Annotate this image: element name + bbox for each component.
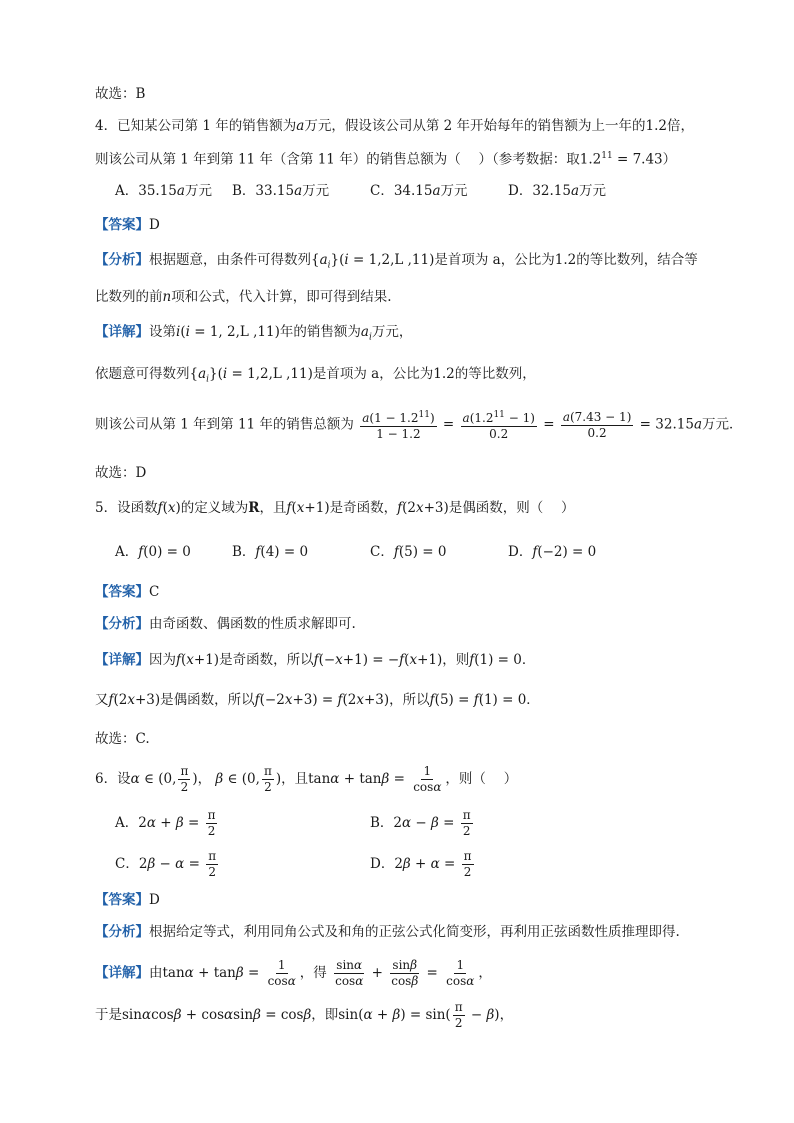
q5-stem: 5．设函数f(x)的定义域为R，且f(x+1)是奇函数，f(2x+3)是偶函数，则（ ） xyxy=(95,500,575,516)
fraction: $\frac{1}{\cos\alpha}$ xyxy=(413,764,442,794)
q6-stem: 6．设α ∈ (0, $\frac{\pi}{2}$ )， β ∈ (0, $\frac{\pi}{2}$ )，且tanα + tanβ = $\frac{1}{\cos\alpha}$ ，则（ ） xyxy=(95,764,518,794)
q4-stem-line2: 则该公司从第 1 年到第 11 年（含第 11 年）的销售总额为（ ）（参考数据：取$1.2^{11} = 7.43$） xyxy=(95,151,677,168)
q5-detail-line2: 又f(2x+3)是偶函数，所以f(−2x+3) = f(2x+3)，所以f(5) = f(1) = 0． xyxy=(95,692,540,708)
q6-option-d: D．2β + α = $\frac{\pi}{2}$ xyxy=(370,849,472,879)
fraction: $\frac{\pi}{2}$ xyxy=(462,808,471,838)
fraction: $\frac{\pi}{2}$ xyxy=(463,849,472,879)
q5-detail-line1: 【详解】因为f(x+1)是奇函数，所以f(−x+1) = −f(x+1)，则f(1) = 0． xyxy=(95,652,536,668)
q5-answer: 【答案】C xyxy=(95,584,160,600)
fraction: $\frac{\pi}{2}$ xyxy=(263,764,272,794)
q5-option-a: A．f(0) = 0 xyxy=(115,544,191,560)
q4-option-a: A．35.15a万元 xyxy=(115,183,212,199)
fraction: $\frac{1}{\cos\alpha}$ xyxy=(446,958,475,988)
q5-analysis: 【分析】由奇函数、偶函数的性质求解即可. xyxy=(95,616,356,632)
q5-option-b: B．f(4) = 0 xyxy=(232,544,309,560)
fraction: $\frac{a(7.43 - 1)}{0.2}$ xyxy=(562,409,632,440)
q4-detail-line3: 则该公司从第 1 年到第 11 年的销售总额为 $\frac{a(1 - 1.2^{11})}{1 - 1.2}$ = $\frac{a(1.2^{11} - 1)}{0.2}$ = $\frac{a(7.43 - 1)}{0.2}$ = 32.15a万元． xyxy=(95,409,743,441)
q4-option-c: C．34.15a万元 xyxy=(370,183,468,199)
fraction: $\frac{\pi}{2}$ xyxy=(208,849,217,879)
q5-option-d: D．f(−2) = 0 xyxy=(508,544,597,560)
fraction: $\frac{\sin\beta}{\cos\beta}$ xyxy=(391,958,419,988)
q6-option-c: C．2β − α = $\frac{\pi}{2}$ xyxy=(115,849,217,879)
q3-conclusion: 故选：B xyxy=(95,86,146,102)
q4-conclusion: 故选：D xyxy=(95,465,147,481)
q4-analysis-line2: 比数列的前n项和公式，代入计算，即可得到结果. xyxy=(95,289,392,305)
q6-answer: 【答案】D xyxy=(95,892,160,908)
q4-stem-line1: 4．已知某公司第 1 年的销售额为a万元，假设该公司从第 2 年开始每年的销售额为上一年的1.2倍， xyxy=(95,118,694,134)
q6-option-a: A．2α + β = $\frac{\pi}{2}$ xyxy=(115,808,216,838)
q6-option-b: B．2α − β = $\frac{\pi}{2}$ xyxy=(370,808,471,838)
q4-analysis-line1: 【分析】根据题意，由条件可得数列$\{a_i\}(i = 1,2,L$ ,11)是首项为 a，公比为1.2的等比数列，结合等 xyxy=(95,252,698,271)
fraction: $\frac{1}{\cos\alpha}$ xyxy=(267,958,296,988)
fraction: $\frac{\pi}{2}$ xyxy=(207,808,216,838)
fraction: $\frac{\pi}{2}$ xyxy=(454,1000,463,1030)
fraction: $\frac{\sin\alpha}{\cos\alpha}$ xyxy=(335,958,364,988)
q4-option-b: B．33.15a万元 xyxy=(232,183,330,199)
fraction: $\frac{a(1.2^{11} - 1)}{0.2}$ xyxy=(462,410,535,441)
q4-detail-line1: 【详解】设第i(i = 1, 2,L ,11)年的销售额为$a_i$万元， xyxy=(95,324,413,343)
q6-detail-line1: 【详解】由tanα + tanβ = $\frac{1}{\cos\alpha}$ ，得 $\frac{\sin\alpha}{\cos\alpha}$ + $\frac{\sin\beta}{\cos\beta}$ = $\frac{1}{\cos\alpha}$ ， xyxy=(95,958,492,988)
q6-analysis: 【分析】根据给定等式，利用同角公式及和角的正弦公式化简变形，再利用正弦函数性质推理即得. xyxy=(95,924,680,940)
q5-option-c: C．f(5) = 0 xyxy=(370,544,447,560)
q4-answer: 【答案】D xyxy=(95,217,160,233)
fraction: $\frac{a(1 - 1.2^{11})}{1 - 1.2}$ xyxy=(362,410,435,441)
q5-conclusion: 故选：C. xyxy=(95,731,150,747)
fraction: $\frac{\pi}{2}$ xyxy=(180,764,189,794)
q6-detail-line2: 于是sinαcosβ + cosαsinβ = cosβ，即sin(α + β) = sin( $\frac{\pi}{2}$ − β)， xyxy=(95,1000,514,1030)
q4-detail-line2: 依题意可得数列$\{a_i\}(i = 1,2,L$ ,11)是首项为 a，公比为1.2的等比数列， xyxy=(95,366,536,385)
q4-option-d: D．32.15a万元 xyxy=(508,183,607,199)
